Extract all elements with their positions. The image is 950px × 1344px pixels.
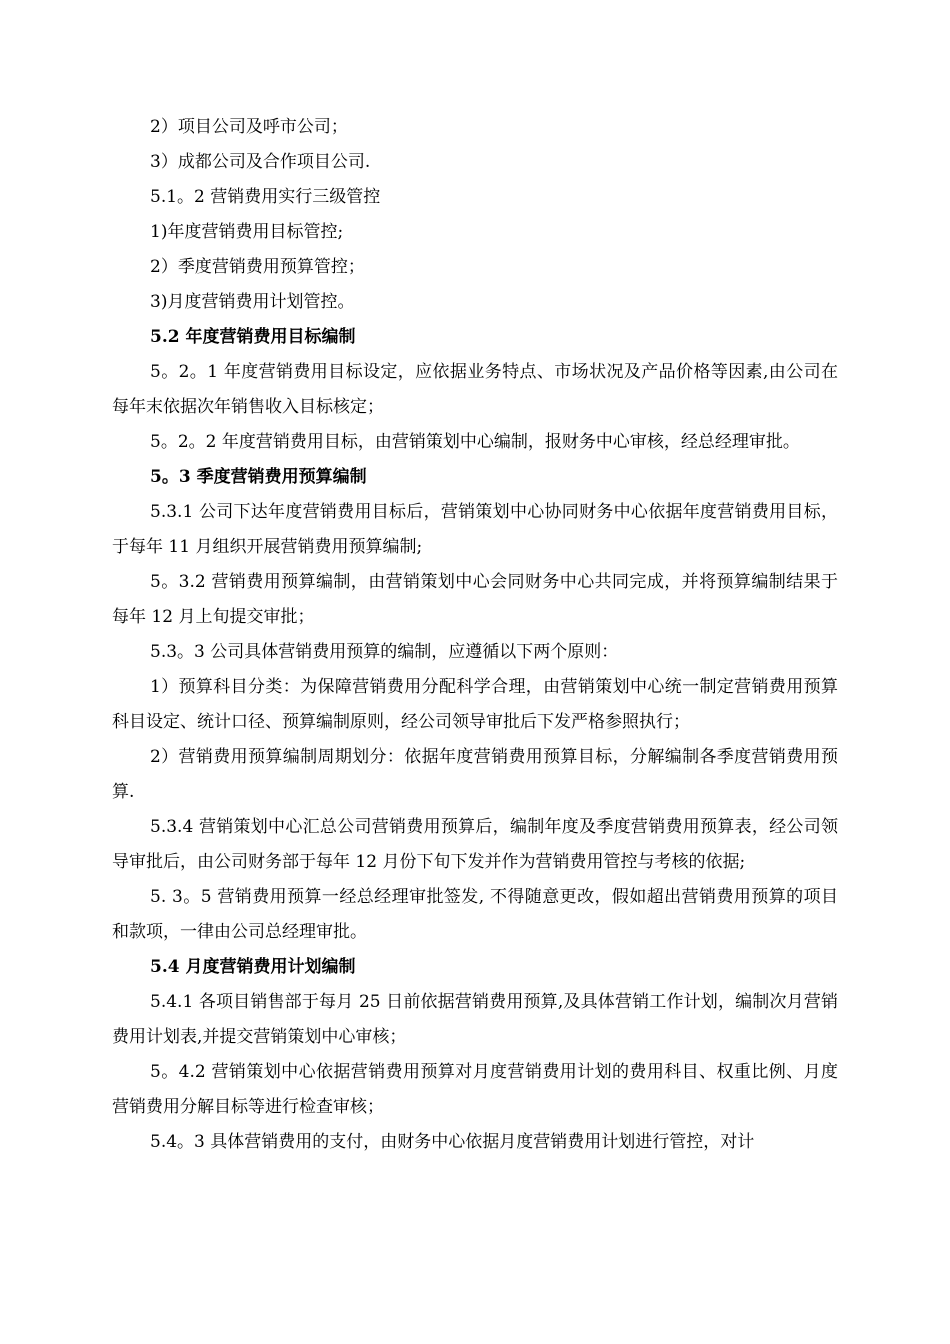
paragraph: 1)年度营销费用目标管控; xyxy=(150,222,344,242)
paragraph: 2）营销费用预算编制周期划分：依据年度营销费用预算目标，分解编制各季度营销费用预算. xyxy=(112,747,838,802)
section-heading: 5。3 季度营销费用预算编制 xyxy=(150,467,367,487)
paragraph: 5.1。2 营销费用实行三级管控 xyxy=(150,187,381,207)
paragraph: 2）季度营销费用预算管控； xyxy=(150,257,365,277)
paragraph: 5。2。1 年度营销费用目标设定，应依据业务特点、市场状况及产品价格等因素,由公司在每年末依据次年销售收入目标核定； xyxy=(112,362,838,417)
paragraph: 5.4.1 各项目销售部于每月 25 日前依据营销费用预算,及具体营销工作计划，编制次月营销费用计划表,并提交营销策划中心审核； xyxy=(112,992,838,1047)
paragraph: 5.3.1 公司下达年度营销费用目标后，营销策划中心协同财务中心依据年度营销费用目标，于每年 11 月组织开展营销费用预算编制; xyxy=(112,502,838,557)
paragraph: 5。3.2 营销费用预算编制，由营销策划中心会同财务中心共同完成，并将预算编制结果于每年 12 月上旬提交审批； xyxy=(112,572,838,627)
paragraph: 5。2。2 年度营销费用目标，由营销策划中心编制，报财务中心审核，经总经理审批。 xyxy=(150,432,800,452)
paragraph: 5.3。3 公司具体营销费用预算的编制，应遵循以下两个原则： xyxy=(150,642,619,662)
paragraph: 5.3.4 营销策划中心汇总公司营销费用预算后，编制年度及季度营销费用预算表，经公司领导审批后，由公司财务部于每年 12 月份下旬下发并作为营销费用管控与考核的依据; xyxy=(112,817,838,872)
document-page xyxy=(112,110,838,1160)
paragraph: 5.4。3 具体营销费用的支付，由财务中心依据月度营销费用计划进行管控，对计 xyxy=(150,1132,755,1152)
section-heading: 5.2 年度营销费用目标编制 xyxy=(150,327,356,347)
paragraph: 5. 3。5 营销费用预算一经总经理审批签发, 不得随意更改，假如超出营销费用预算的项目和款项，一律由公司总经理审批。 xyxy=(112,887,838,942)
section-heading: 5.4 月度营销费用计划编制 xyxy=(150,957,356,977)
paragraph: 2）项目公司及呼市公司； xyxy=(150,117,348,137)
paragraph: 3)月度营销费用计划管控。 xyxy=(150,292,355,312)
paragraph: 5。4.2 营销策划中心依据营销费用预算对月度营销费用计划的费用科目、权重比例、月度营销费用分解目标等进行检查审核； xyxy=(112,1062,838,1117)
paragraph: 3）成都公司及合作项目公司. xyxy=(150,152,371,172)
paragraph: 1）预算科目分类：为保障营销费用分配科学合理，由营销策划中心统一制定营销费用预算科目设定、统计口径、预算编制原则，经公司领导审批后下发严格参照执行； xyxy=(112,677,838,732)
